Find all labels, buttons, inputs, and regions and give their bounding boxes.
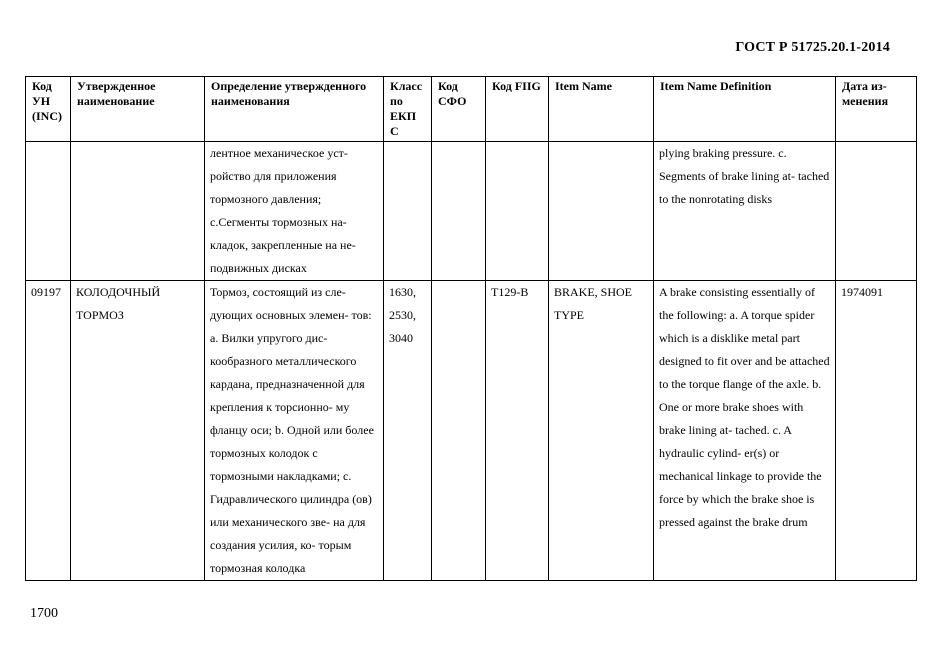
- nomenclature-table: [25, 76, 917, 581]
- cell-approved-name: КОЛОДОЧНЫЙ ТОРМОЗ: [71, 281, 205, 581]
- cell-approved-name: [71, 142, 205, 281]
- cell-definition: лентное механическое уст- ройство для приложения тормозного давления; c.Сегменты тормозных на- кладок, закрепленные на не- подвижных дисках: [205, 142, 384, 281]
- page-number: 1700: [30, 606, 58, 621]
- column-header-change-date: Дата из- менения: [836, 77, 917, 142]
- column-header-fiig: Код FIIG: [486, 77, 549, 142]
- cell-fiig: [486, 142, 549, 281]
- table-header-row: [26, 77, 917, 142]
- cell-change-date: [836, 142, 917, 281]
- cell-sfo: [432, 142, 486, 281]
- column-header-sfo: Код СФО: [432, 77, 486, 142]
- cell-definition: Тормоз, состоящий из сле- дующих основных элемен- тов: a. Вилки упругого дис- кообразного металлического кардана, предназначенной для крепления к торсионно- му фланцу оси; b. Одной или более тормозных колодок с тормозными накладками; c. Гидравлического цилиндра (ов) или механического зве- на для создания усилия, ко- торым тормозная колодка: [205, 281, 384, 581]
- cell-class: 1630, 2530, 3040: [384, 281, 432, 581]
- column-header-inc: Код УН (INC): [26, 77, 71, 142]
- column-header-item-name-definition: Item Name Definition: [654, 77, 836, 142]
- table-row: [26, 142, 917, 281]
- column-header-item-name: Item Name: [549, 77, 654, 142]
- cell-item-name: [549, 142, 654, 281]
- cell-item-name-definition: A brake consisting essentially of the following: a. A torque spider which is a disklike metal part designed to fit over and be attached to the torque flange of the axle. b. One or more brake shoes with brake lining at- tached. c. A hydraulic cylind- er(s) or mechanical linkage to provide the force by which the brake shoe is pressed against the brake drum: [654, 281, 836, 581]
- document-code: ГОСТ Р 51725.20.1-2014: [735, 40, 890, 55]
- cell-inc: 09197: [26, 281, 71, 581]
- cell-fiig: T129-B: [486, 281, 549, 581]
- cell-item-name: BRAKE, SHOE TYPE: [549, 281, 654, 581]
- column-header-approved-name: Утвержденное наименование: [71, 77, 205, 142]
- cell-sfo: [432, 281, 486, 581]
- cell-item-name-definition: plying braking pressure. c. Segments of brake lining at- tached to the nonrotating disks: [654, 142, 836, 281]
- cell-change-date: 1974091: [836, 281, 917, 581]
- column-header-definition: Определение утвержденного наименования: [205, 77, 384, 142]
- cell-inc: [26, 142, 71, 281]
- column-header-class: Класс по ЕКП С: [384, 77, 432, 142]
- cell-class: [384, 142, 432, 281]
- table-row: [26, 281, 917, 581]
